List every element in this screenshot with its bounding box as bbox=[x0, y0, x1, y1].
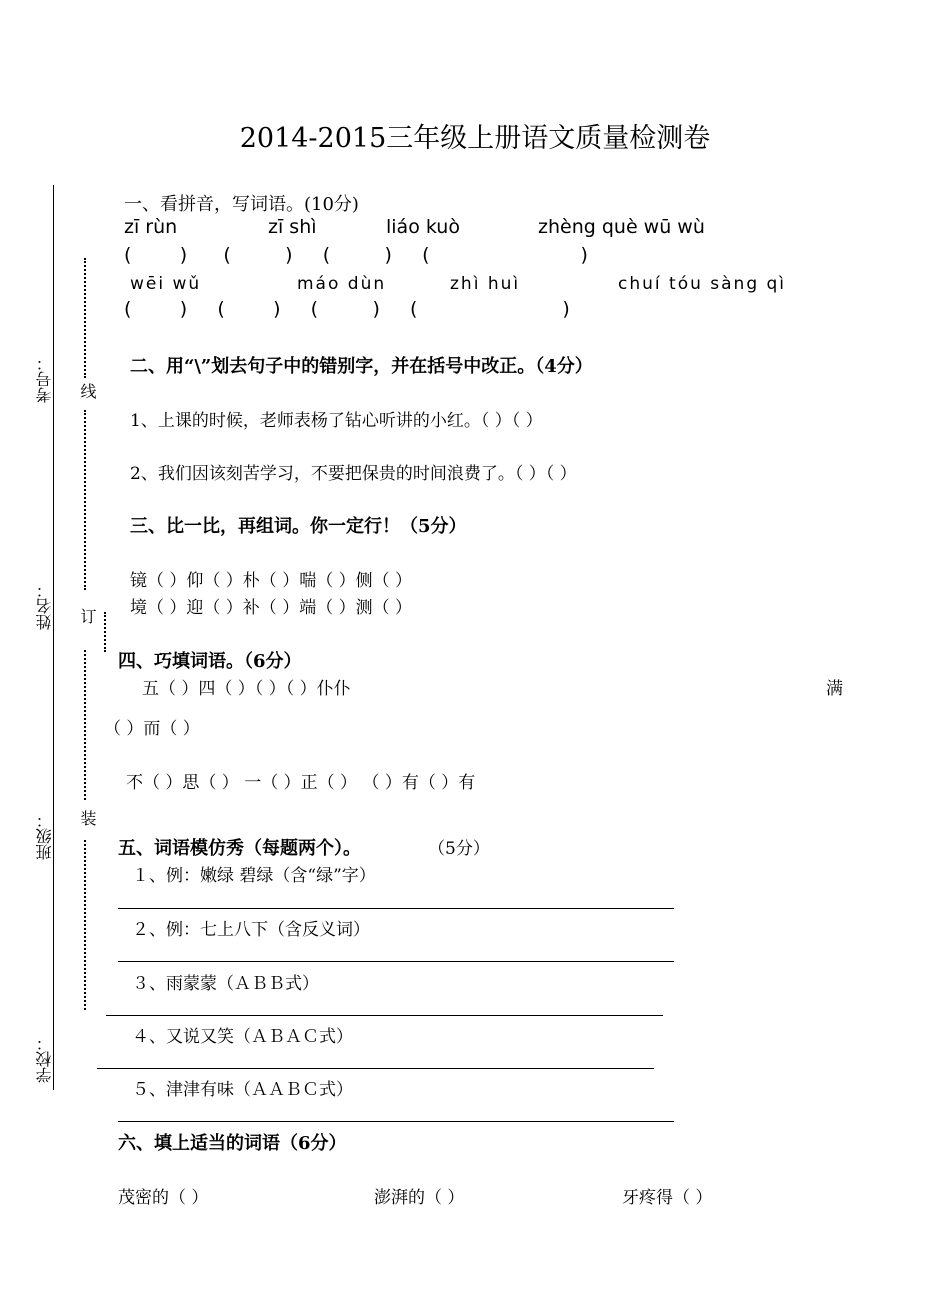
section-4-heading: 四、巧填词语。（6分） bbox=[118, 651, 302, 672]
margin-dotted-line-mid2 bbox=[104, 612, 106, 652]
pinyin-4: zhèng què wū wù bbox=[538, 216, 705, 238]
section-5-heading: 五、词语模仿秀（每题两个）。 bbox=[118, 838, 361, 859]
margin-dotted-line-bottom bbox=[84, 840, 86, 1010]
answer-blank-row2: ( ) ( ) ( ) ( ) bbox=[124, 298, 570, 320]
sidebar-label-banji: 班级： bbox=[35, 812, 54, 860]
section-5-score: （5分） bbox=[428, 839, 490, 859]
answer-line-2 bbox=[118, 961, 674, 962]
margin-dotted-line-mid bbox=[84, 410, 86, 590]
sidebar-label-xingming: 姓名： bbox=[35, 582, 54, 630]
margin-dotted-line-low bbox=[84, 650, 86, 800]
s2-item-2: 2、我们因该刻苦学习，不要把保贵的时间浪费了。（ ）（ ） bbox=[130, 464, 577, 484]
s4-line-1-end: 满 bbox=[826, 679, 843, 699]
s6-item-2: 澎湃的（ ） bbox=[374, 1188, 465, 1208]
s6-item-3: 牙疼得（ ） bbox=[622, 1188, 713, 1208]
section-2-heading: 二、用“\”划去句子中的错别字，并在括号中改正。（4分） bbox=[130, 356, 593, 377]
pinyin-7: zhì huì bbox=[450, 274, 521, 294]
section-1-heading: 一、看拼音，写词语。(10分) bbox=[124, 194, 359, 215]
s3-row-2: 境（ ）迎（ ）补（ ）端（ ）测（ ） bbox=[130, 598, 413, 618]
sidebar-label-xuexiao: 学校： bbox=[35, 1035, 54, 1083]
section-3-heading: 三、比一比，再组词。你一定行！（5分） bbox=[130, 516, 467, 537]
s3-row-1: 镜（ ）仰（ ）朴（ ）喘（ ）侧（ ） bbox=[130, 571, 413, 591]
page-title: 2014-2015三年级上册语文质量检测卷 bbox=[239, 123, 711, 154]
pinyin-6: máo dùn bbox=[297, 274, 387, 294]
s5-item-4: ４、又说又笑（ＡＢＡＣ式） bbox=[132, 1027, 353, 1047]
sidebar-label-xian: 线 bbox=[78, 383, 97, 399]
pinyin-1: zī rùn bbox=[124, 216, 178, 238]
s2-item-1: 1、上课的时候，老师表杨了钻心听讲的小红。（ ）（ ） bbox=[130, 411, 543, 431]
s6-item-1: 茂密的（ ） bbox=[118, 1188, 209, 1208]
answer-line-1 bbox=[118, 908, 674, 909]
s4-line-3: 不（ ）思（ ） 一（ ）正（ ） （ ）有（ ）有 bbox=[126, 773, 476, 793]
section-6-heading: 六、填上适当的词语（6分） bbox=[118, 1133, 347, 1154]
sidebar-label-zhuang: 装 bbox=[78, 810, 97, 826]
s5-item-2: ２、例：七上八下（含反义词） bbox=[132, 920, 370, 940]
pinyin-3: liáo kuò bbox=[386, 216, 460, 238]
pinyin-5: wēi wǔ bbox=[130, 274, 202, 294]
margin-line-outer bbox=[53, 185, 54, 1090]
answer-line-5 bbox=[118, 1121, 674, 1122]
s5-item-3: ３、雨蒙蒙（ＡＢＢ式） bbox=[132, 974, 319, 994]
margin-dotted-line-top bbox=[84, 258, 86, 378]
s5-item-5: ５、津津有味（ＡＡＢＣ式） bbox=[132, 1080, 353, 1100]
s4-line-1: 五（ ）四（ ）（ ）（ ）仆仆 bbox=[142, 679, 351, 699]
answer-line-4 bbox=[97, 1068, 654, 1069]
answer-line-3 bbox=[106, 1015, 663, 1016]
s5-item-1: １、例：嫩绿 碧绿（含“绿”字） bbox=[132, 866, 376, 886]
sidebar-label-kaohao: 考号： bbox=[35, 355, 54, 403]
pinyin-2: zī shì bbox=[268, 216, 317, 238]
pinyin-8: chuí tóu sàng qì bbox=[618, 274, 787, 294]
sidebar-label-ding: 订 bbox=[78, 608, 97, 624]
s4-line-2: （ ）而（ ） bbox=[104, 719, 200, 739]
answer-blank-row1: ( ) ( ) ( ) ( ) bbox=[124, 244, 588, 266]
